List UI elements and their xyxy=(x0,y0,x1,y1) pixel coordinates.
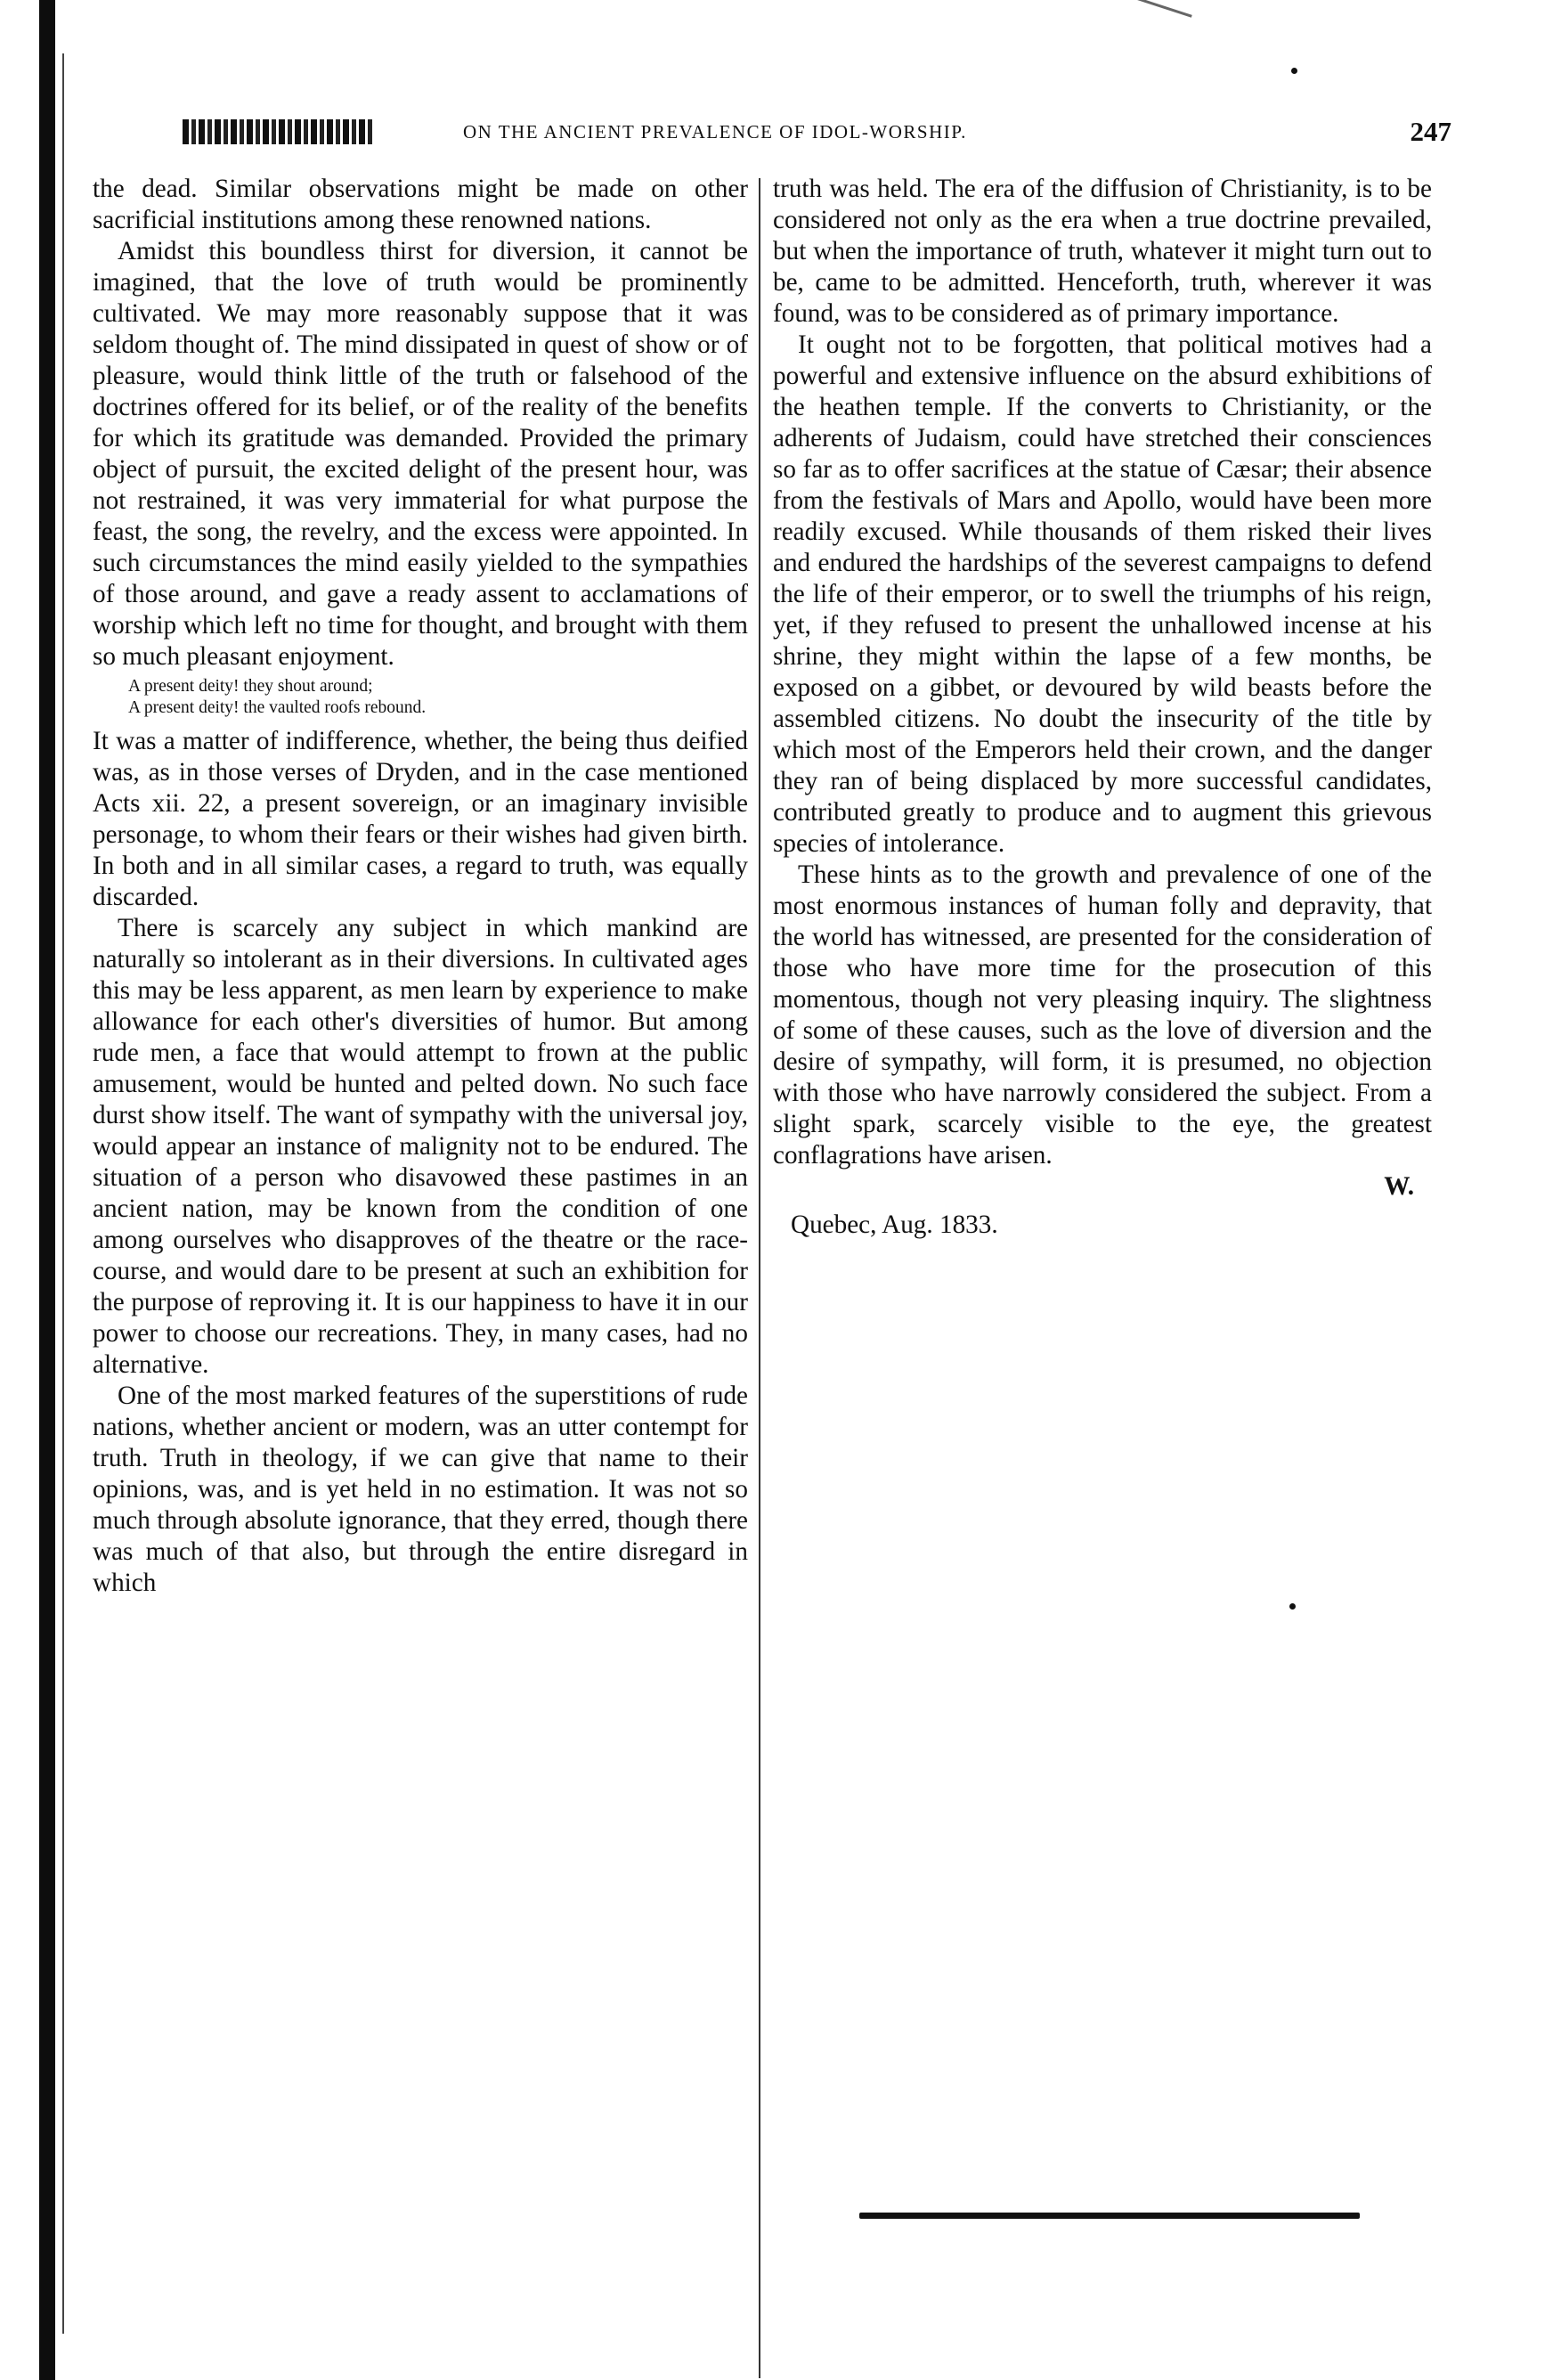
paragraph: There is scarcely any subject in which mankind are naturally so intolerant as in their diversions. In cultivated ages this may be less apparent, as men learn by experience to make allowance for each other's diversities of humor. But among rude men, a face that would attempt to frown at the public amusement, would be hunted and pelted down. No such face durst show itself. The want of sympathy with the universal joy, would appear an instance of malignity not to be endured. The situation of a person who disavowed these pastimes in an ancient nation, may be known from the condition of one among ourselves who disapproves of the theatre or the race-course, and would dare to be present at such an exhibition for the purpose of reproving it. It is our happiness to have it in our power to choose our recreations. They, in many cases, had no alternative. xyxy=(93,914,748,1379)
verse-line: A present deity! they shout around; xyxy=(128,677,373,696)
running-header xyxy=(178,114,1451,159)
paragraph: It was a matter of indifference, whether, the being thus deified was, as in those verses of Dryden, and in the case mentioned Acts xii. 22, a present sovereign, or an imaginary invisible personage, to whom their fears or their wishes had given birth. In both and in all similar cases, a regard to truth, was equally discarded. xyxy=(93,727,748,911)
paragraph: One of the most marked features of the superstitions of rude nations, whether ancient or modern, was an utter contempt for truth. Truth in theology, if we can give that name to their opinions, was, and is yet held in no estimation. It was not so much through absolute ignorance, that they erred, though there was much of that also, but through the entire disregard in which xyxy=(93,1382,748,1597)
binding-line xyxy=(62,53,64,2334)
paragraph: These hints as to the growth and prevalence of one of the most enormous instances of human folly and depravity, that the world has witnessed, are presented for the consideration of those who have more time for the prosecution of this momentous, though not very pleasing inquiry. The slightness of some of these causes, such as the love of diversion and the desire of sympathy, will form, it is presumed, no objection with those who have narrowly considered the subject. From a slight spark, scarcely visible to the eye, the greatest conflagrations have arisen. xyxy=(773,860,1432,1170)
header-ornament xyxy=(183,119,374,144)
binding-edge xyxy=(39,0,55,2380)
running-title: ON THE ANCIENT PREVALENCE OF IDOL-WORSHIP. xyxy=(463,121,967,143)
dateline: Quebec, Aug. 1833. xyxy=(791,1210,998,1239)
paragraph: Amidst this boundless thirst for diversion, it cannot be imagined, that the love of truth would be prominently cultivated. We may more reasonably suppose that it was seldom thought of. The mind dissipated in quest of show or of pleasure, would think little of the truth or falsehood of the doctrines offered for its belief, or of the reality of the benefits for which its gratitude was demanded. Provided the primary object of pursuit, the excited delight of the present hour, was not restrained, it was very immaterial for what purpose the feast, the song, the revelry, and the excess were appointed. In such circumstances the mind easily yielded to the sympathies of those around, and gave a ready assent to acclamations of worship which left no time for thought, and brought with them so much pleasant enjoyment. xyxy=(93,237,748,671)
signature-row xyxy=(773,1171,1432,1202)
scan-speck xyxy=(1132,0,1192,18)
verse-quotation xyxy=(128,676,748,719)
page-number: 247 xyxy=(1410,116,1451,147)
paragraph: the dead. Similar observations might be made on other sacrificial institutions among these renowned nations. xyxy=(93,175,748,234)
signature: W. xyxy=(1384,1172,1414,1201)
right-column xyxy=(773,174,1432,1241)
verse-line: A present deity! the vaulted roofs rebound. xyxy=(128,698,427,717)
left-column xyxy=(93,174,748,1599)
article-end-rule xyxy=(859,2213,1360,2219)
paragraph: It ought not to be forgotten, that political motives had a powerful and extensive influence on the absurd exhibitions of the heathen temple. If the converts to Christianity, or the adherents of Judaism, could have stretched their consciences so far as to offer sacrifices at the statue of Cæsar; their absence from the festivals of Mars and Apollo, would have been more readily excused. While thousands of them risked their lives and endured the hardships of the severest campaigns to defend the life of their emperor, or to swell the triumphs of his reign, yet, if they refused to present the unhallowed incense at his shrine, they might within the lapse of a few months, be exposed on a gibbet, or devoured by wild beasts before the assembled citizens. No doubt the insecurity of the title by which most of the Emperors held their crown, and the danger they ran of being displaced by more successful candidates, contributed greatly to produce and to augment this grievous species of intolerance. xyxy=(773,330,1432,858)
scan-speck-dot xyxy=(1291,68,1297,74)
scan-speck-dot xyxy=(1289,1603,1296,1610)
column-divider xyxy=(759,178,760,2378)
paragraph: truth was held. The era of the diffusion of Christianity, is to be considered not only as the era when a true doctrine prevailed, but when the importance of truth, whatever it might turn out to be, came to be admitted. Henceforth, truth, wherever it was found, was to be considered as of primary importance. xyxy=(773,175,1432,328)
